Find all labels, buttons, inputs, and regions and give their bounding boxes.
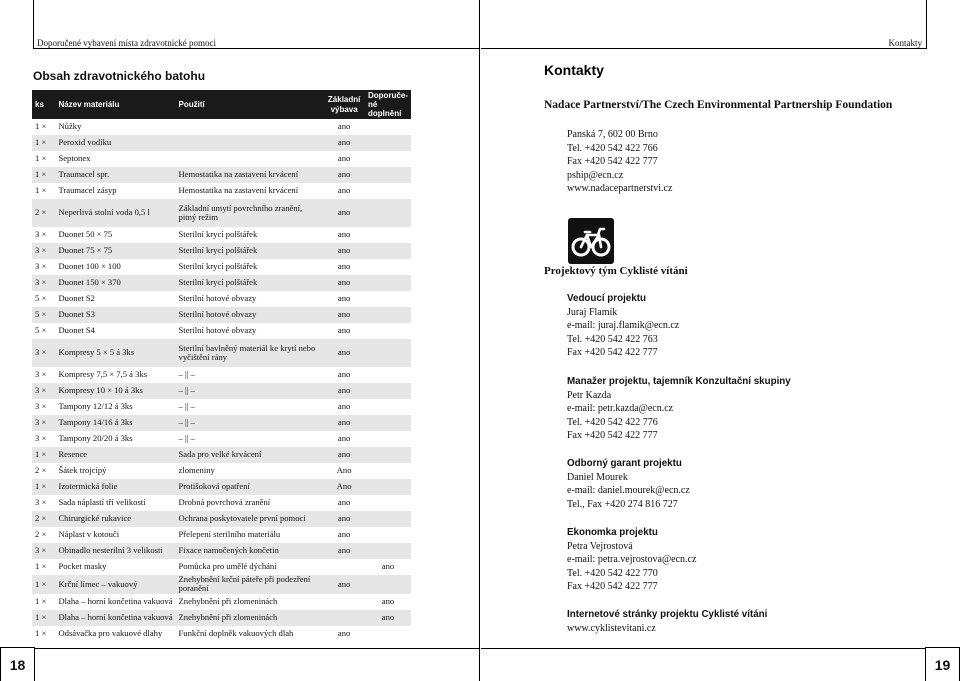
table-header-row [32,90,411,119]
cell-use: Drobná povrchová zranění [178,497,271,508]
cell-use: Funkční doplněk vakuových dlah [178,628,294,639]
person-name: Petra Vejrostová [567,540,633,552]
cell-quantity: 3 × [35,369,47,380]
person-email: e-mail: daniel.mourek@ecn.cz [567,485,690,497]
org-email: pship@ecn.cz [567,169,624,181]
cell-quantity: 1 × [35,121,47,132]
person-phone-fax: Tel., Fax +420 274 816 727 [567,498,678,510]
cell-basic: ano [337,628,351,639]
cell-basic: ano [337,153,351,164]
cell-quantity: 3 × [35,497,47,508]
table-row [32,259,411,275]
cell-material: Dlaha – horní končetina vakuová [58,596,173,607]
table-row [32,527,411,543]
cell-material: Kompresy 7,5 × 7,5 á 3ks [58,369,148,380]
cell-quantity: 1 × [35,153,47,164]
cell-recommended [365,339,411,367]
cell-use: Sterilní hotové obvazy [178,293,257,304]
cell-material: Tampony 20/20 á 3ks [58,433,133,444]
table-row [32,199,411,227]
cell-recommended [365,243,411,259]
spine-line [479,0,480,681]
cell-recommended [365,135,411,151]
cell-recommended [365,383,411,399]
person-role: Odborný garant projektu [567,458,682,469]
cell-basic [323,594,365,610]
cell-material: Chirurgické rukavice [55,511,175,527]
table-row [32,399,411,415]
col-header-ks: ks [32,90,55,119]
cell-material: Krční límec – vakuový [55,575,175,594]
cell-quantity: 3 × [35,433,47,444]
website-block [567,608,767,635]
website-title: Internetové stránky projektu Cyklisté vítáni [567,609,768,620]
cell-basic: ano [323,383,365,399]
left-footer-rule [33,648,479,649]
person-email: e-mail: juraj.flamik@ecn.cz [567,320,680,332]
cell-quantity: 3 × [32,415,55,431]
cell-basic: ano [337,325,351,336]
cell-basic: ano [337,121,351,132]
table-row [32,479,411,495]
cell-quantity: 3 × [32,383,55,399]
cell-material: Resence [55,447,175,463]
cell-recommended [365,543,411,559]
cell-quantity: 2 × [35,529,47,540]
cell-basic: ano [323,243,365,259]
cell-recommended [365,227,411,243]
cell-quantity: 1 × [32,167,55,183]
cell-basic [323,610,365,626]
org-website: www.nadacepartnerstvi.cz [567,183,673,195]
col-header-name: Název materiálu [55,90,175,119]
cell-material: Tampony 12/12 á 3ks [58,401,133,412]
table-body [32,119,411,642]
cell-basic: ano [337,433,351,444]
table-row [32,447,411,463]
cell-recommended [365,199,411,227]
person-1 [567,375,791,443]
person-fax: Fax +420 542 422 777 [567,581,658,593]
cell-quantity: 3 × [35,229,47,240]
cell-basic: ano [337,529,351,540]
person-fax: Fax +420 542 422 777 [567,347,658,359]
cell-quantity: 1 × [32,447,55,463]
cell-use: Sterilní krycí polštářek [176,243,324,259]
cell-recommended [365,479,411,495]
cell-recommended [365,119,411,135]
cell-quantity: 1 × [35,596,47,607]
right-footer-rule [481,648,927,649]
cell-use: Sterilní krycí polštářek [178,261,258,272]
table-row [32,594,411,610]
cell-material: Pocket masky [58,561,107,572]
cell-basic: ano [323,339,365,367]
cell-quantity: 3 × [35,261,47,272]
table-row [32,431,411,447]
left-page-border [33,0,34,48]
cell-material: Duonet 150 × 370 [55,275,175,291]
cell-recommended [365,399,411,415]
table-row [32,307,411,323]
cell-use: Sada pro velké krvácení [176,447,324,463]
cell-use: Sterilní hotové obvazy [176,307,324,323]
person-name: Petr Kazda [567,389,612,401]
cell-material: Duonet 50 × 75 [58,229,113,240]
table-row [32,167,411,183]
cell-use [176,135,324,151]
cell-quantity: 3 × [32,339,55,367]
cell-basic: ano [323,543,365,559]
cell-material: Tampony 14/16 á 3ks [55,415,175,431]
table-row [32,383,411,399]
cell-basic: ano [323,511,365,527]
cell-basic: ano [337,497,351,508]
cell-use: Hemostatika na zastavení krvácení [176,167,324,183]
first-aid-kit-table [32,90,411,642]
cell-use: Znehybnění krční páteře při podezření poranění [176,575,324,594]
cell-basic: ano [323,135,365,151]
cell-quantity: 3 × [32,243,55,259]
cell-use: – || – [178,401,195,412]
org-address: Panská 7, 602 00 Brno [567,129,658,140]
cell-quantity: 3 × [32,543,55,559]
cell-quantity: 2 × [32,199,55,227]
cell-recommended [365,291,411,307]
cell-recommended [365,463,411,479]
person-3 [567,526,696,594]
cell-material: Kompresy 5 × 5 á 3ks [55,339,175,367]
cell-material: Izotermická folie [55,479,175,495]
cell-basic: ano [337,261,351,272]
person-phone: Tel. +420 542 422 770 [567,567,658,579]
cell-basic: ano [337,229,351,240]
cell-recommended: ano [365,610,411,626]
cell-use: – || – [176,383,324,399]
table-row [32,323,411,339]
cell-quantity: 1 × [32,575,55,594]
cell-recommended [365,527,411,543]
cell-use: Pomůcka pro umělé dýchání [178,561,277,572]
cell-recommended [365,575,411,594]
right-page-number: 19 [925,647,960,681]
cell-recommended [365,495,411,511]
table-row [32,275,411,291]
col-header-recommended: Doporuče-né doplnění [365,90,411,119]
person-2 [567,457,690,511]
cell-basic: ano [323,167,365,183]
cell-recommended [365,259,411,275]
table-row [32,119,411,135]
table-row [32,626,411,642]
cell-recommended [365,167,411,183]
cell-recommended [365,511,411,527]
cell-quantity: 1 × [35,628,47,639]
cell-use: Základní umytí povrchního zranění, pitný režim [176,199,324,227]
table-row [32,339,411,367]
col-header-use: Použití [176,90,324,119]
cell-basic: ano [323,575,365,594]
cell-basic: Ano [323,479,365,495]
cell-basic: ano [323,199,365,227]
cell-use: Protišoková opatření [176,479,324,495]
cell-basic [323,559,365,575]
table-row [32,367,411,383]
table-row [32,463,411,479]
cell-quantity: 5 × [35,325,47,336]
cell-material: Duonet 75 × 75 [55,243,175,259]
cell-material: Kompresy 10 × 10 á 3ks [55,383,175,399]
cell-quantity: 1 × [32,479,55,495]
left-header-rule [33,48,479,49]
cell-recommended: ano [381,561,395,572]
col-header-basic: Základní výbava [323,90,365,119]
table-row [32,243,411,259]
cell-use: Sterilní krycí polštářek [178,229,258,240]
cell-basic: ano [323,447,365,463]
cell-basic: ano [337,369,351,380]
cell-material: Náplast v kotouči [58,529,120,540]
cell-material: Neperlivá stolní voda 0,5 l [55,199,175,227]
person-name: Juraj Flamík [567,306,618,318]
cell-basic: Ano [336,465,352,476]
person-role: Manažer projektu, tajemník Konzultační skupiny [567,376,791,387]
cell-quantity: 3 × [32,275,55,291]
table-row [32,543,411,559]
cell-material: Duonet S4 [58,325,95,336]
cell-quantity: 5 × [35,293,47,304]
left-page-number: 18 [0,647,35,681]
cell-use [176,151,324,167]
cell-material: Traumacel zásyp [58,185,117,196]
cell-basic: ano [323,415,365,431]
person-role: Ekonomka projektu [567,527,658,538]
organization-contact [567,128,672,196]
person-email: e-mail: petra.vejrostova@ecn.cz [567,554,697,566]
cell-use: – || – [178,433,195,444]
cell-quantity: 1 × [32,610,55,626]
page-title: Obsah zdravotnického batohu [33,69,206,83]
cell-use: Sterilní bavlněný materiál ke krytí nebo vyčištění rány [176,339,324,367]
cell-material: Sada náplastí tří velikostí [58,497,146,508]
cell-material: Septonex [58,153,91,164]
right-header-rule [481,48,927,49]
cell-use: Sterilní hotové obvazy [178,325,257,336]
cell-quantity: 2 × [35,465,47,476]
cell-use: Sterilní krycí polštářek [176,275,324,291]
table-row [32,559,411,575]
cell-basic: ano [323,307,365,323]
table-row [32,495,411,511]
cell-use: Přelepení sterilního materiálu [178,529,281,540]
cell-quantity: 3 × [35,401,47,412]
cell-basic: ano [337,293,351,304]
table-row [32,291,411,307]
cell-use: Ochrana poskytovatele první pomoci [176,511,324,527]
person-role: Vedoucí projektu [567,293,646,304]
cell-use: Hemostatika na zastavení krvácení [178,185,299,196]
table-row [32,415,411,431]
table-row [32,610,411,626]
team-title: Projektový tým Cyklisté vítáni [544,265,688,277]
cell-material: Nůžky [58,121,82,132]
cell-use: Znehybnění při zlomeninách [176,610,324,626]
cell-material: Peroxid vodíku [55,135,175,151]
cell-recommended [365,183,411,199]
cell-material: Dlaha – horní končetina vakuová [55,610,175,626]
person-phone: Tel. +420 542 422 763 [567,333,658,345]
cell-use: – || – [178,369,195,380]
contacts-title: Kontakty [544,62,604,78]
cell-basic: ano [323,275,365,291]
cell-recommended [365,431,411,447]
person-email: e-mail: petr.kazda@ecn.cz [567,403,674,415]
cell-use: Fixace namočených končetin [176,543,324,559]
cell-use [176,119,324,135]
bicycle-icon [568,218,614,264]
cell-recommended [365,447,411,463]
cell-quantity: 1 × [35,185,47,196]
cell-material: Duonet S3 [55,307,175,323]
cell-recommended: ano [381,596,395,607]
person-0 [567,292,679,360]
table-row [32,151,411,167]
cell-quantity: 5 × [32,307,55,323]
table-row [32,183,411,199]
cell-recommended [365,367,411,383]
right-running-head: Kontakty [888,38,922,48]
cell-material: Obinadlo nesterilní 3 velikosti [55,543,175,559]
person-phone: Tel. +420 542 422 776 [567,416,658,428]
cell-use: Znehybnění při zlomeninách [178,596,278,607]
left-running-head: Doporučené vybavení místa zdravotnické pomoci [37,38,216,48]
person-name: Daniel Mourek [567,471,628,483]
cell-quantity: 1 × [32,135,55,151]
cell-quantity: 1 × [35,561,47,572]
org-fax: Fax +420 542 422 777 [567,156,658,168]
cell-recommended [365,307,411,323]
cell-recommended [365,415,411,431]
table-row [32,135,411,151]
person-fax: Fax +420 542 422 777 [567,430,658,442]
cell-material: Šátek trojcípý [58,465,107,476]
cell-material: Traumacel spr. [55,167,175,183]
cell-basic: ano [337,185,351,196]
organization-name: Nadace Partnerství/The Czech Environmental Partnership Foundation [544,99,893,111]
cell-recommended [365,151,411,167]
cell-material: Duonet S2 [58,293,95,304]
cell-basic: ano [337,401,351,412]
table-row [32,575,411,594]
org-phone: Tel. +420 542 422 766 [567,142,658,154]
right-page-border [926,0,927,48]
cell-material: Odsávačka pro vakuové dlahy [58,628,163,639]
cell-recommended [365,626,411,642]
cell-recommended [365,323,411,339]
cell-recommended [365,275,411,291]
table-row [32,511,411,527]
cell-quantity: 2 × [32,511,55,527]
website-url[interactable]: www.cyklistevitani.cz [567,622,656,634]
cell-material: Duonet 100 × 100 [58,261,121,272]
cell-use: – || – [176,415,324,431]
cell-use: zlomeniny [178,465,215,476]
table-row [32,227,411,243]
